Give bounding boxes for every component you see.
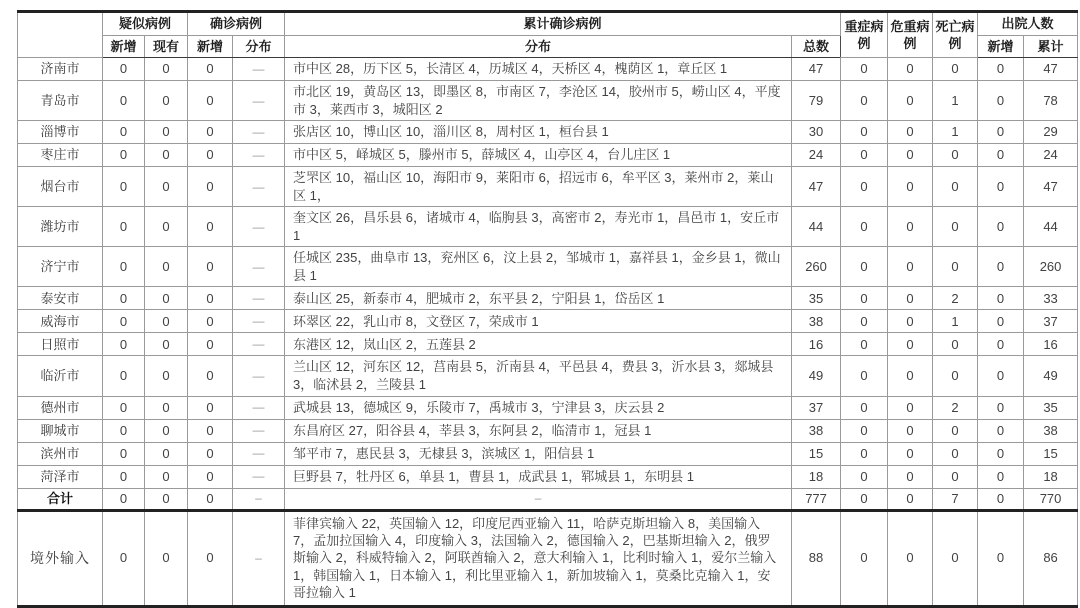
cell-confirmed_dist-zaozhuang: — — [233, 144, 285, 167]
cell-discharged_new-taian: 0 — [978, 287, 1024, 310]
cell-cumulative_dist-linyi: 兰山区 12，河东区 12，莒南县 5，沂南县 4，平邑县 4，费县 3，沂水县 3，郯城县 3，临沭县 2，兰陵县 1 — [285, 356, 792, 396]
table-row-zaozhuang — [18, 144, 1078, 167]
table-header — [18, 12, 1078, 58]
cell-confirmed_dist-qingdao: — — [233, 81, 285, 121]
corner-header-cell — [18, 12, 103, 58]
cell-cumulative_dist-total: – — [285, 488, 792, 510]
cell-confirmed_dist-heze: — — [233, 465, 285, 488]
cell-discharged_total-rizhao: 16 — [1024, 333, 1078, 356]
cell-discharged_total-zibo: 29 — [1024, 121, 1078, 144]
cell-cumulative_total-linyi: 49 — [792, 356, 841, 396]
cell-cumulative_dist-rizhao: 东港区 12，岚山区 2，五莲县 2 — [285, 333, 792, 356]
cell-confirmed_dist-weifang: — — [233, 207, 285, 247]
cell-severe-jinan: 0 — [841, 58, 888, 81]
cell-death-jinan: 0 — [933, 58, 978, 81]
header-cumulative-dist: 分布 — [285, 35, 792, 58]
cell-severe-linyi: 0 — [841, 356, 888, 396]
cell-cumulative_total-qingdao: 79 — [792, 81, 841, 121]
cell-cumulative_total-zibo: 30 — [792, 121, 841, 144]
cell-discharged_new-binzhou: 0 — [978, 442, 1024, 465]
cell-critical-jinan: 0 — [888, 58, 933, 81]
cell-severe-heze: 0 — [841, 465, 888, 488]
cell-discharged_total-imported: 86 — [1024, 510, 1078, 606]
table-row-binzhou — [18, 442, 1078, 465]
cell-death-liaocheng: 0 — [933, 419, 978, 442]
table-row-total — [18, 488, 1078, 510]
cell-discharged_total-zaozhuang: 24 — [1024, 144, 1078, 167]
table-row-heze — [18, 465, 1078, 488]
cell-death-qingdao: 1 — [933, 81, 978, 121]
cell-suspected_new-imported: 0 — [103, 510, 145, 606]
cell-cumulative_total-binzhou: 15 — [792, 442, 841, 465]
header-severe-cases: 重症病例 — [841, 12, 888, 58]
table-row-yantai — [18, 167, 1078, 207]
cell-critical-jining: 0 — [888, 247, 933, 287]
cell-discharged_new-total: 0 — [978, 488, 1024, 510]
cell-discharged_new-dezhou: 0 — [978, 396, 1024, 419]
cell-discharged_new-zaozhuang: 0 — [978, 144, 1024, 167]
cell-discharged_new-liaocheng: 0 — [978, 419, 1024, 442]
cell-confirmed_dist-dezhou: — — [233, 396, 285, 419]
cell-discharged_new-rizhao: 0 — [978, 333, 1024, 356]
cell-cumulative_total-jining: 260 — [792, 247, 841, 287]
cell-critical-binzhou: 0 — [888, 442, 933, 465]
header-cumulative-total: 总数 — [792, 35, 841, 58]
cell-cumulative_dist-liaocheng: 东昌府区 27，阳谷县 4，莘县 3，东阿县 2，临清市 1，冠县 1 — [285, 419, 792, 442]
cell-confirmed_new-imported: 0 — [188, 510, 233, 606]
cell-suspected_existing-linyi: 0 — [145, 356, 188, 396]
cell-suspected_new-linyi: 0 — [103, 356, 145, 396]
cell-death-heze: 0 — [933, 465, 978, 488]
cell-discharged_total-jinan: 47 — [1024, 58, 1078, 81]
cell-cumulative_dist-zibo: 张店区 10，博山区 10，淄川区 8，周村区 1，桓台县 1 — [285, 121, 792, 144]
cell-discharged_new-heze: 0 — [978, 465, 1024, 488]
cell-confirmed_new-binzhou: 0 — [188, 442, 233, 465]
cell-discharged_total-taian: 33 — [1024, 287, 1078, 310]
cell-death-zibo: 1 — [933, 121, 978, 144]
table-row-weihai — [18, 310, 1078, 333]
cell-critical-total: 0 — [888, 488, 933, 510]
cell-cumulative_total-dezhou: 37 — [792, 396, 841, 419]
cell-severe-jining: 0 — [841, 247, 888, 287]
cell-cumulative_dist-dezhou: 武城县 13，德城区 9，乐陵市 7，禹城市 3，宁津县 3，庆云县 2 — [285, 396, 792, 419]
cell-death-yantai: 0 — [933, 167, 978, 207]
cell-name-zaozhuang: 枣庄市 — [18, 144, 103, 167]
cell-discharged_new-imported: 0 — [978, 510, 1024, 606]
cell-severe-rizhao: 0 — [841, 333, 888, 356]
header-group-row — [18, 12, 1078, 36]
cell-confirmed_new-jining: 0 — [188, 247, 233, 287]
cell-discharged_total-weifang: 44 — [1024, 207, 1078, 247]
cell-confirmed_new-weifang: 0 — [188, 207, 233, 247]
header-suspected-cases: 疑似病例 — [103, 12, 188, 36]
cell-death-rizhao: 0 — [933, 333, 978, 356]
table-body — [18, 58, 1078, 607]
cell-severe-yantai: 0 — [841, 167, 888, 207]
cell-discharged_total-total: 770 — [1024, 488, 1078, 510]
cell-confirmed_dist-imported: – — [233, 510, 285, 606]
cell-confirmed_new-dezhou: 0 — [188, 396, 233, 419]
cell-suspected_new-qingdao: 0 — [103, 81, 145, 121]
table-row-rizhao — [18, 333, 1078, 356]
cell-critical-linyi: 0 — [888, 356, 933, 396]
cell-confirmed_new-zaozhuang: 0 — [188, 144, 233, 167]
cell-suspected_existing-zibo: 0 — [145, 121, 188, 144]
cell-confirmed_dist-yantai: — — [233, 167, 285, 207]
cell-confirmed_new-qingdao: 0 — [188, 81, 233, 121]
cell-suspected_new-weihai: 0 — [103, 310, 145, 333]
cell-suspected_existing-rizhao: 0 — [145, 333, 188, 356]
cell-discharged_total-heze: 18 — [1024, 465, 1078, 488]
cell-confirmed_dist-jinan: — — [233, 58, 285, 81]
cell-discharged_new-jining: 0 — [978, 247, 1024, 287]
cell-name-jinan: 济南市 — [18, 58, 103, 81]
cell-name-linyi: 临沂市 — [18, 356, 103, 396]
cell-cumulative_dist-taian: 泰山区 25，新泰市 4，肥城市 2，东平县 2，宁阳县 1，岱岳区 1 — [285, 287, 792, 310]
epidemic-statistics-table — [17, 10, 1078, 608]
header-suspected-new: 新增 — [103, 35, 145, 58]
cell-death-taian: 2 — [933, 287, 978, 310]
cell-suspected_new-zibo: 0 — [103, 121, 145, 144]
cell-cumulative_dist-zaozhuang: 市中区 5，峄城区 5，滕州市 5，薛城区 4，山亭区 4，台儿庄区 1 — [285, 144, 792, 167]
cell-suspected_new-total: 0 — [103, 488, 145, 510]
cell-suspected_existing-total: 0 — [145, 488, 188, 510]
header-confirmed-new: 新增 — [188, 35, 233, 58]
cell-death-total: 7 — [933, 488, 978, 510]
cell-suspected_existing-binzhou: 0 — [145, 442, 188, 465]
cell-cumulative_total-zaozhuang: 24 — [792, 144, 841, 167]
cell-discharged_new-linyi: 0 — [978, 356, 1024, 396]
cell-discharged_total-dezhou: 35 — [1024, 396, 1078, 419]
cell-cumulative_total-weihai: 38 — [792, 310, 841, 333]
cell-discharged_new-weifang: 0 — [978, 207, 1024, 247]
cell-discharged_total-linyi: 49 — [1024, 356, 1078, 396]
cell-death-weihai: 1 — [933, 310, 978, 333]
cell-cumulative_total-total: 777 — [792, 488, 841, 510]
cell-confirmed_new-yantai: 0 — [188, 167, 233, 207]
cell-critical-dezhou: 0 — [888, 396, 933, 419]
cell-cumulative_total-jinan: 47 — [792, 58, 841, 81]
cell-confirmed_dist-rizhao: — — [233, 333, 285, 356]
cell-severe-imported: 0 — [841, 510, 888, 606]
cell-name-jining: 济宁市 — [18, 247, 103, 287]
cell-critical-zaozhuang: 0 — [888, 144, 933, 167]
cell-cumulative_dist-jining: 任城区 235，曲阜市 13，兖州区 6，汶上县 2，邹城市 1，嘉祥县 1，金乡县 1，微山县 1 — [285, 247, 792, 287]
cell-confirmed_dist-weihai: — — [233, 310, 285, 333]
cell-name-heze: 菏泽市 — [18, 465, 103, 488]
cell-confirmed_new-rizhao: 0 — [188, 333, 233, 356]
header-confirmed-cases: 确诊病例 — [188, 12, 285, 36]
cell-severe-dezhou: 0 — [841, 396, 888, 419]
cell-name-taian: 泰安市 — [18, 287, 103, 310]
cell-confirmed_new-jinan: 0 — [188, 58, 233, 81]
cell-name-total: 合计 — [18, 488, 103, 510]
table-row-liaocheng — [18, 419, 1078, 442]
cell-name-qingdao: 青岛市 — [18, 81, 103, 121]
cell-critical-rizhao: 0 — [888, 333, 933, 356]
cell-name-yantai: 烟台市 — [18, 167, 103, 207]
cell-confirmed_dist-linyi: — — [233, 356, 285, 396]
cell-critical-weifang: 0 — [888, 207, 933, 247]
cell-confirmed_dist-total: – — [233, 488, 285, 510]
cell-cumulative_dist-weihai: 环翠区 22，乳山市 8，文登区 7，荣成市 1 — [285, 310, 792, 333]
header-critical-cases: 危重病例 — [888, 12, 933, 58]
cell-death-weifang: 0 — [933, 207, 978, 247]
cell-cumulative_total-heze: 18 — [792, 465, 841, 488]
cell-death-jining: 0 — [933, 247, 978, 287]
cell-suspected_new-rizhao: 0 — [103, 333, 145, 356]
table-row-weifang — [18, 207, 1078, 247]
cell-suspected_new-yantai: 0 — [103, 167, 145, 207]
table-row-qingdao — [18, 81, 1078, 121]
cell-severe-zibo: 0 — [841, 121, 888, 144]
cell-severe-zaozhuang: 0 — [841, 144, 888, 167]
cell-death-binzhou: 0 — [933, 442, 978, 465]
header-discharged-new: 新增 — [978, 35, 1024, 58]
header-suspected-existing: 现有 — [145, 35, 188, 58]
cell-confirmed_new-zibo: 0 — [188, 121, 233, 144]
cell-suspected_new-heze: 0 — [103, 465, 145, 488]
cell-name-liaocheng: 聊城市 — [18, 419, 103, 442]
cell-cumulative_total-taian: 35 — [792, 287, 841, 310]
header-confirmed-dist: 分布 — [233, 35, 285, 58]
cell-name-zibo: 淄博市 — [18, 121, 103, 144]
cell-suspected_existing-dezhou: 0 — [145, 396, 188, 419]
cell-suspected_new-weifang: 0 — [103, 207, 145, 247]
cell-severe-liaocheng: 0 — [841, 419, 888, 442]
cell-discharged_new-weihai: 0 — [978, 310, 1024, 333]
cell-severe-total: 0 — [841, 488, 888, 510]
cell-confirmed_dist-taian: — — [233, 287, 285, 310]
cell-suspected_new-taian: 0 — [103, 287, 145, 310]
cell-name-imported: 境外输入 — [18, 510, 103, 606]
table-row-jining — [18, 247, 1078, 287]
cell-discharged_new-jinan: 0 — [978, 58, 1024, 81]
cell-critical-weihai: 0 — [888, 310, 933, 333]
header-cumulative-confirmed: 累计确诊病例 — [285, 12, 841, 36]
cell-confirmed_new-heze: 0 — [188, 465, 233, 488]
cell-name-rizhao: 日照市 — [18, 333, 103, 356]
cell-cumulative_dist-binzhou: 邹平市 7，惠民县 3，无棣县 3，滨城区 1，阳信县 1 — [285, 442, 792, 465]
cell-suspected_new-jinan: 0 — [103, 58, 145, 81]
cell-cumulative_total-liaocheng: 38 — [792, 419, 841, 442]
cell-confirmed_dist-jining: — — [233, 247, 285, 287]
cell-discharged_total-liaocheng: 38 — [1024, 419, 1078, 442]
table-row-dezhou — [18, 396, 1078, 419]
cell-suspected_existing-heze: 0 — [145, 465, 188, 488]
cell-suspected_new-liaocheng: 0 — [103, 419, 145, 442]
epidemic-table-container — [17, 10, 1080, 608]
cell-discharged_total-jining: 260 — [1024, 247, 1078, 287]
cell-suspected_new-zaozhuang: 0 — [103, 144, 145, 167]
cell-severe-weifang: 0 — [841, 207, 888, 247]
table-row-zibo — [18, 121, 1078, 144]
cell-name-binzhou: 滨州市 — [18, 442, 103, 465]
cell-confirmed_new-total: 0 — [188, 488, 233, 510]
cell-severe-binzhou: 0 — [841, 442, 888, 465]
cell-death-imported: 0 — [933, 510, 978, 606]
cell-cumulative_dist-weifang: 奎文区 26，昌乐县 6，诸城市 4，临朐县 3，高密市 2，寿光市 1，昌邑市 1，安丘市 1 — [285, 207, 792, 247]
header-discharged-total: 累计 — [1024, 35, 1078, 58]
cell-name-dezhou: 德州市 — [18, 396, 103, 419]
cell-suspected_existing-zaozhuang: 0 — [145, 144, 188, 167]
cell-cumulative_total-weifang: 44 — [792, 207, 841, 247]
cell-severe-weihai: 0 — [841, 310, 888, 333]
cell-suspected_new-binzhou: 0 — [103, 442, 145, 465]
cell-suspected_existing-liaocheng: 0 — [145, 419, 188, 442]
table-row-jinan — [18, 58, 1078, 81]
cell-confirmed_dist-zibo: — — [233, 121, 285, 144]
cell-discharged_new-yantai: 0 — [978, 167, 1024, 207]
cell-critical-qingdao: 0 — [888, 81, 933, 121]
cell-critical-yantai: 0 — [888, 167, 933, 207]
cell-suspected_existing-weifang: 0 — [145, 207, 188, 247]
cell-cumulative_dist-imported: 菲律宾输入 22，英国输入 12，印度尼西亚输入 11，哈萨克斯坦输入 8，美国输入 7，孟加拉国输入 4，印度输入 3，法国输入 2，德国输入 2，巴基斯坦输入 2，俄罗斯输入 2，科威特输入 2，阿联酋输入 2，意大利输入 1，比利时输入 1，爱尔兰输入 1，韩国输入 1，日本输入 1，利比里亚输入 1，新加坡输入 1，莫桑比克输入 1，安哥拉输入 1 — [285, 510, 792, 606]
table-row-imported — [18, 510, 1078, 606]
cell-cumulative_total-imported: 88 — [792, 510, 841, 606]
cell-cumulative_total-yantai: 47 — [792, 167, 841, 207]
cell-suspected_existing-yantai: 0 — [145, 167, 188, 207]
header-discharged: 出院人数 — [978, 12, 1078, 36]
cell-discharged_new-qingdao: 0 — [978, 81, 1024, 121]
header-death-cases: 死亡病例 — [933, 12, 978, 58]
cell-discharged_new-zibo: 0 — [978, 121, 1024, 144]
cell-death-linyi: 0 — [933, 356, 978, 396]
cell-confirmed_dist-liaocheng: — — [233, 419, 285, 442]
cell-cumulative_dist-jinan: 市中区 28，历下区 5，长清区 4，历城区 4，天桥区 4，槐荫区 1，章丘区 1 — [285, 58, 792, 81]
cell-name-weihai: 威海市 — [18, 310, 103, 333]
cell-critical-liaocheng: 0 — [888, 419, 933, 442]
cell-confirmed_new-taian: 0 — [188, 287, 233, 310]
table-row-taian — [18, 287, 1078, 310]
cell-discharged_total-yantai: 47 — [1024, 167, 1078, 207]
cell-critical-taian: 0 — [888, 287, 933, 310]
cell-suspected_existing-jining: 0 — [145, 247, 188, 287]
cell-critical-heze: 0 — [888, 465, 933, 488]
cell-name-weifang: 潍坊市 — [18, 207, 103, 247]
cell-suspected_existing-taian: 0 — [145, 287, 188, 310]
cell-suspected_new-jining: 0 — [103, 247, 145, 287]
cell-critical-zibo: 0 — [888, 121, 933, 144]
cell-death-zaozhuang: 0 — [933, 144, 978, 167]
cell-suspected_existing-weihai: 0 — [145, 310, 188, 333]
cell-discharged_total-qingdao: 78 — [1024, 81, 1078, 121]
cell-confirmed_new-liaocheng: 0 — [188, 419, 233, 442]
cell-death-dezhou: 2 — [933, 396, 978, 419]
cell-cumulative_dist-heze: 巨野县 7，牡丹区 6，单县 1，曹县 1，成武县 1，郓城县 1，东明县 1 — [285, 465, 792, 488]
cell-severe-qingdao: 0 — [841, 81, 888, 121]
cell-discharged_total-binzhou: 15 — [1024, 442, 1078, 465]
cell-suspected_existing-qingdao: 0 — [145, 81, 188, 121]
cell-cumulative_dist-qingdao: 市北区 19，黄岛区 13，即墨区 8，市南区 7，李沧区 14，胶州市 5，崂山区 4，平度市 3，莱西市 3，城阳区 2 — [285, 81, 792, 121]
cell-confirmed_new-linyi: 0 — [188, 356, 233, 396]
cell-cumulative_total-rizhao: 16 — [792, 333, 841, 356]
cell-confirmed_new-weihai: 0 — [188, 310, 233, 333]
cell-confirmed_dist-binzhou: — — [233, 442, 285, 465]
cell-severe-taian: 0 — [841, 287, 888, 310]
cell-discharged_total-weihai: 37 — [1024, 310, 1078, 333]
cell-critical-imported: 0 — [888, 510, 933, 606]
cell-suspected_new-dezhou: 0 — [103, 396, 145, 419]
cell-suspected_existing-jinan: 0 — [145, 58, 188, 81]
cell-cumulative_dist-yantai: 芝罘区 10，福山区 10，海阳市 9，莱阳市 6，招远市 6，牟平区 3，莱州市 2，莱山区 1， — [285, 167, 792, 207]
cell-suspected_existing-imported: 0 — [145, 510, 188, 606]
table-row-linyi — [18, 356, 1078, 396]
